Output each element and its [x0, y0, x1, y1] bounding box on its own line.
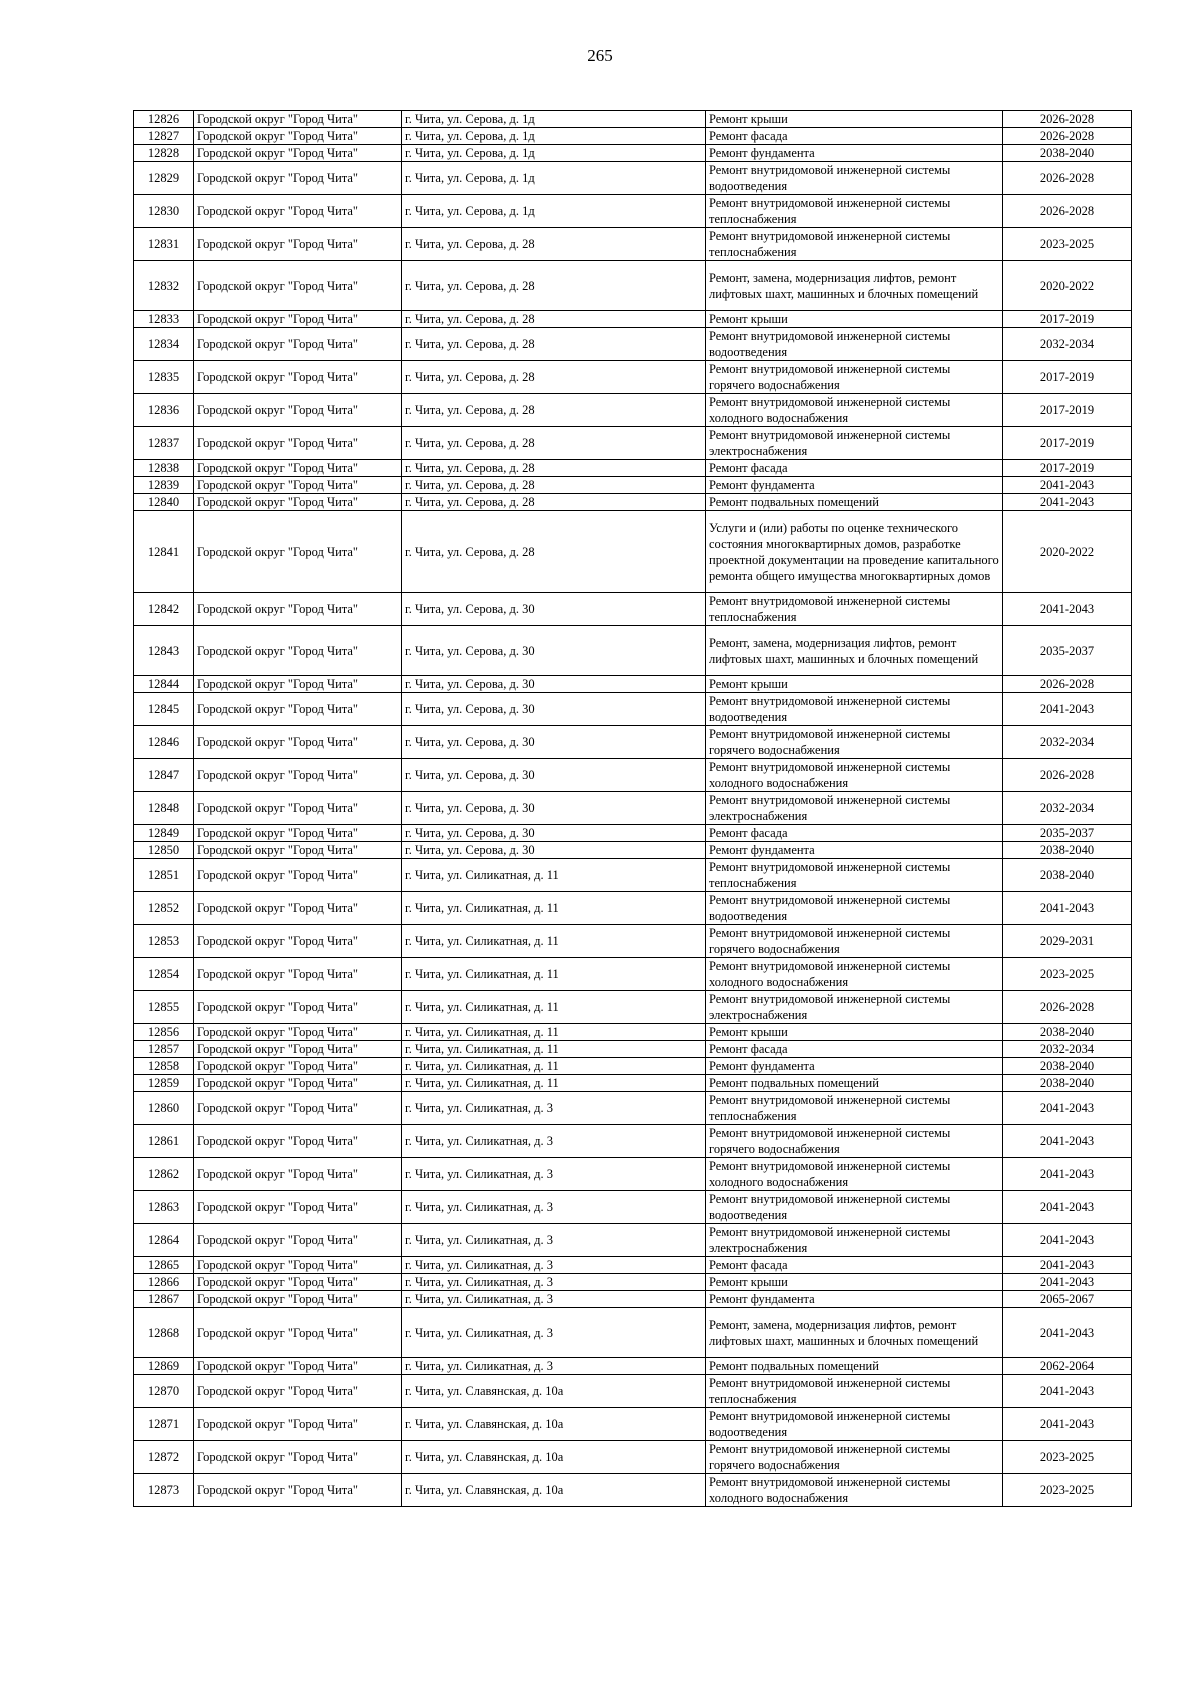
row-number-cell: 12871 — [134, 1408, 194, 1441]
row-number-cell: 12835 — [134, 361, 194, 394]
period-cell: 2032-2034 — [1003, 328, 1132, 361]
address-cell: г. Чита, ул. Силикатная, д. 11 — [402, 925, 706, 958]
work-type-cell: Ремонт внутридомовой инженерной системы теплоснабжения — [706, 228, 1003, 261]
period-cell: 2041-2043 — [1003, 1257, 1132, 1274]
municipality-cell: Городской округ "Город Чита" — [194, 1158, 402, 1191]
period-cell: 2041-2043 — [1003, 1092, 1132, 1125]
work-type-cell: Ремонт внутридомовой инженерной системы холодного водоснабжения — [706, 1474, 1003, 1507]
work-type-cell: Ремонт фасада — [706, 825, 1003, 842]
work-type-cell: Ремонт внутридомовой инженерной системы горячего водоснабжения — [706, 361, 1003, 394]
work-type-cell: Ремонт внутридомовой инженерной системы холодного водоснабжения — [706, 958, 1003, 991]
municipality-cell: Городской округ "Город Чита" — [194, 477, 402, 494]
row-number-cell: 12841 — [134, 511, 194, 593]
table-row — [134, 676, 1132, 693]
work-type-cell: Ремонт внутридомовой инженерной системы электроснабжения — [706, 1224, 1003, 1257]
period-cell: 2023-2025 — [1003, 228, 1132, 261]
row-number-cell: 12846 — [134, 726, 194, 759]
work-type-cell: Ремонт внутридомовой инженерной системы горячего водоснабжения — [706, 1441, 1003, 1474]
row-number-cell: 12873 — [134, 1474, 194, 1507]
table-row — [134, 1058, 1132, 1075]
period-cell: 2026-2028 — [1003, 162, 1132, 195]
period-cell: 2041-2043 — [1003, 1224, 1132, 1257]
municipality-cell: Городской округ "Город Чита" — [194, 394, 402, 427]
municipality-cell: Городской округ "Город Чита" — [194, 1408, 402, 1441]
table-row — [134, 228, 1132, 261]
address-cell: г. Чита, ул. Силикатная, д. 11 — [402, 1058, 706, 1075]
work-type-cell: Ремонт крыши — [706, 311, 1003, 328]
period-cell: 2017-2019 — [1003, 460, 1132, 477]
address-cell: г. Чита, ул. Серова, д. 30 — [402, 693, 706, 726]
work-type-cell: Ремонт внутридомовой инженерной системы водоотведения — [706, 162, 1003, 195]
row-number-cell: 12868 — [134, 1308, 194, 1358]
work-type-cell: Ремонт внутридомовой инженерной системы теплоснабжения — [706, 1375, 1003, 1408]
municipality-cell: Городской округ "Город Чита" — [194, 1441, 402, 1474]
municipality-cell: Городской округ "Город Чита" — [194, 111, 402, 128]
row-number-cell: 12867 — [134, 1291, 194, 1308]
municipality-cell: Городской округ "Город Чита" — [194, 1358, 402, 1375]
work-type-cell: Ремонт внутридомовой инженерной системы теплоснабжения — [706, 859, 1003, 892]
row-number-cell: 12853 — [134, 925, 194, 958]
table-row — [134, 892, 1132, 925]
municipality-cell: Городской округ "Город Чита" — [194, 842, 402, 859]
row-number-cell: 12829 — [134, 162, 194, 195]
period-cell: 2020-2022 — [1003, 261, 1132, 311]
work-type-cell: Ремонт внутридомовой инженерной системы электроснабжения — [706, 427, 1003, 460]
period-cell: 2020-2022 — [1003, 511, 1132, 593]
municipality-cell: Городской округ "Город Чита" — [194, 1041, 402, 1058]
address-cell: г. Чита, ул. Серова, д. 30 — [402, 676, 706, 693]
table-row — [134, 925, 1132, 958]
table-row — [134, 394, 1132, 427]
table-row — [134, 1075, 1132, 1092]
period-cell: 2038-2040 — [1003, 842, 1132, 859]
address-cell: г. Чита, ул. Серова, д. 30 — [402, 825, 706, 842]
work-type-cell: Ремонт фасада — [706, 1041, 1003, 1058]
work-type-cell: Ремонт внутридомовой инженерной системы горячего водоснабжения — [706, 925, 1003, 958]
table-row — [134, 128, 1132, 145]
work-type-cell: Ремонт подвальных помещений — [706, 1075, 1003, 1092]
address-cell: г. Чита, ул. Серова, д. 28 — [402, 427, 706, 460]
address-cell: г. Чита, ул. Силикатная, д. 11 — [402, 1075, 706, 1092]
period-cell: 2017-2019 — [1003, 311, 1132, 328]
period-cell: 2041-2043 — [1003, 1191, 1132, 1224]
repair-schedule-table — [133, 110, 1132, 1507]
work-type-cell: Ремонт внутридомовой инженерной системы водоотведения — [706, 1191, 1003, 1224]
row-number-cell: 12837 — [134, 427, 194, 460]
work-type-cell: Ремонт крыши — [706, 676, 1003, 693]
table-row — [134, 1125, 1132, 1158]
address-cell: г. Чита, ул. Серова, д. 30 — [402, 626, 706, 676]
row-number-cell: 12843 — [134, 626, 194, 676]
municipality-cell: Городской округ "Город Чита" — [194, 1092, 402, 1125]
address-cell: г. Чита, ул. Силикатная, д. 3 — [402, 1274, 706, 1291]
row-number-cell: 12831 — [134, 228, 194, 261]
row-number-cell: 12858 — [134, 1058, 194, 1075]
row-number-cell: 12852 — [134, 892, 194, 925]
address-cell: г. Чита, ул. Силикатная, д. 11 — [402, 1024, 706, 1041]
work-type-cell: Ремонт внутридомовой инженерной системы электроснабжения — [706, 792, 1003, 825]
period-cell: 2041-2043 — [1003, 1375, 1132, 1408]
address-cell: г. Чита, ул. Силикатная, д. 3 — [402, 1191, 706, 1224]
table-body — [134, 111, 1132, 1507]
municipality-cell: Городской округ "Город Чита" — [194, 460, 402, 477]
address-cell: г. Чита, ул. Серова, д. 28 — [402, 328, 706, 361]
work-type-cell: Ремонт, замена, модернизация лифтов, ремонт лифтовых шахт, машинных и блочных помещений — [706, 261, 1003, 311]
period-cell: 2026-2028 — [1003, 676, 1132, 693]
table-row — [134, 111, 1132, 128]
row-number-cell: 12828 — [134, 145, 194, 162]
municipality-cell: Городской округ "Город Чита" — [194, 593, 402, 626]
table-row — [134, 1358, 1132, 1375]
table-row — [134, 1257, 1132, 1274]
row-number-cell: 12872 — [134, 1441, 194, 1474]
period-cell: 2026-2028 — [1003, 111, 1132, 128]
municipality-cell: Городской округ "Город Чита" — [194, 511, 402, 593]
municipality-cell: Городской округ "Город Чита" — [194, 759, 402, 792]
table-row — [134, 1408, 1132, 1441]
table-row — [134, 1474, 1132, 1507]
work-type-cell: Ремонт внутридомовой инженерной системы холодного водоснабжения — [706, 1158, 1003, 1191]
address-cell: г. Чита, ул. Силикатная, д. 3 — [402, 1224, 706, 1257]
municipality-cell: Городской округ "Город Чита" — [194, 1474, 402, 1507]
address-cell: г. Чита, ул. Славянская, д. 10а — [402, 1474, 706, 1507]
row-number-cell: 12861 — [134, 1125, 194, 1158]
table-row — [134, 1291, 1132, 1308]
table-row — [134, 792, 1132, 825]
work-type-cell: Услуги и (или) работы по оценке технического состояния многоквартирных домов, разработке проектной документации на проведение капитального ремонта общего имущества многоквартирных домов — [706, 511, 1003, 593]
address-cell: г. Чита, ул. Серова, д. 28 — [402, 460, 706, 477]
work-type-cell: Ремонт фундамента — [706, 1058, 1003, 1075]
period-cell: 2041-2043 — [1003, 693, 1132, 726]
row-number-cell: 12856 — [134, 1024, 194, 1041]
municipality-cell: Городской округ "Город Чита" — [194, 958, 402, 991]
period-cell: 2041-2043 — [1003, 1408, 1132, 1441]
work-type-cell: Ремонт внутридомовой инженерной системы водоотведения — [706, 1408, 1003, 1441]
address-cell: г. Чита, ул. Серова, д. 1д — [402, 162, 706, 195]
period-cell: 2026-2028 — [1003, 195, 1132, 228]
period-cell: 2035-2037 — [1003, 825, 1132, 842]
period-cell: 2041-2043 — [1003, 494, 1132, 511]
address-cell: г. Чита, ул. Силикатная, д. 3 — [402, 1358, 706, 1375]
period-cell: 2017-2019 — [1003, 394, 1132, 427]
period-cell: 2026-2028 — [1003, 128, 1132, 145]
period-cell: 2041-2043 — [1003, 892, 1132, 925]
municipality-cell: Городской округ "Город Чита" — [194, 1375, 402, 1408]
municipality-cell: Городской округ "Город Чита" — [194, 145, 402, 162]
work-type-cell: Ремонт внутридомовой инженерной системы теплоснабжения — [706, 1092, 1003, 1125]
row-number-cell: 12839 — [134, 477, 194, 494]
work-type-cell: Ремонт внутридомовой инженерной системы водоотведения — [706, 328, 1003, 361]
address-cell: г. Чита, ул. Силикатная, д. 3 — [402, 1158, 706, 1191]
work-type-cell: Ремонт, замена, модернизация лифтов, ремонт лифтовых шахт, машинных и блочных помещений — [706, 626, 1003, 676]
period-cell: 2023-2025 — [1003, 958, 1132, 991]
work-type-cell: Ремонт крыши — [706, 1024, 1003, 1041]
table-row — [134, 361, 1132, 394]
address-cell: г. Чита, ул. Славянская, д. 10а — [402, 1441, 706, 1474]
municipality-cell: Городской округ "Город Чита" — [194, 859, 402, 892]
work-type-cell: Ремонт фундамента — [706, 145, 1003, 162]
municipality-cell: Городской округ "Город Чита" — [194, 892, 402, 925]
address-cell: г. Чита, ул. Серова, д. 30 — [402, 593, 706, 626]
address-cell: г. Чита, ул. Серова, д. 28 — [402, 361, 706, 394]
page-number: 265 — [587, 46, 613, 65]
address-cell: г. Чита, ул. Серова, д. 28 — [402, 511, 706, 593]
address-cell: г. Чита, ул. Серова, д. 1д — [402, 128, 706, 145]
work-type-cell: Ремонт внутридомовой инженерной системы холодного водоснабжения — [706, 759, 1003, 792]
municipality-cell: Городской округ "Город Чита" — [194, 1308, 402, 1358]
municipality-cell: Городской округ "Город Чита" — [194, 925, 402, 958]
row-number-cell: 12827 — [134, 128, 194, 145]
table-row — [134, 759, 1132, 792]
municipality-cell: Городской округ "Город Чита" — [194, 427, 402, 460]
row-number-cell: 12834 — [134, 328, 194, 361]
period-cell: 2038-2040 — [1003, 1075, 1132, 1092]
municipality-cell: Городской округ "Город Чита" — [194, 1058, 402, 1075]
municipality-cell: Городской округ "Город Чита" — [194, 676, 402, 693]
table-row — [134, 626, 1132, 676]
address-cell: г. Чита, ул. Силикатная, д. 3 — [402, 1125, 706, 1158]
address-cell: г. Чита, ул. Славянская, д. 10а — [402, 1408, 706, 1441]
table-row — [134, 1274, 1132, 1291]
municipality-cell: Городской округ "Город Чита" — [194, 825, 402, 842]
municipality-cell: Городской округ "Город Чита" — [194, 1191, 402, 1224]
period-cell: 2026-2028 — [1003, 759, 1132, 792]
table-row — [134, 195, 1132, 228]
table-row — [134, 991, 1132, 1024]
row-number-cell: 12859 — [134, 1075, 194, 1092]
address-cell: г. Чита, ул. Серова, д. 28 — [402, 311, 706, 328]
work-type-cell: Ремонт фасада — [706, 460, 1003, 477]
address-cell: г. Чита, ул. Серова, д. 28 — [402, 261, 706, 311]
row-number-cell: 12862 — [134, 1158, 194, 1191]
work-type-cell: Ремонт внутридомовой инженерной системы теплоснабжения — [706, 195, 1003, 228]
address-cell: г. Чита, ул. Силикатная, д. 3 — [402, 1308, 706, 1358]
table-row — [134, 1191, 1132, 1224]
period-cell: 2026-2028 — [1003, 991, 1132, 1024]
municipality-cell: Городской округ "Город Чита" — [194, 261, 402, 311]
period-cell: 2041-2043 — [1003, 477, 1132, 494]
period-cell: 2041-2043 — [1003, 1274, 1132, 1291]
row-number-cell: 12870 — [134, 1375, 194, 1408]
municipality-cell: Городской округ "Город Чита" — [194, 162, 402, 195]
row-number-cell: 12833 — [134, 311, 194, 328]
work-type-cell: Ремонт внутридомовой инженерной системы электроснабжения — [706, 991, 1003, 1024]
address-cell: г. Чита, ул. Серова, д. 28 — [402, 394, 706, 427]
address-cell: г. Чита, ул. Серова, д. 28 — [402, 494, 706, 511]
address-cell: г. Чита, ул. Силикатная, д. 11 — [402, 892, 706, 925]
municipality-cell: Городской округ "Город Чита" — [194, 128, 402, 145]
row-number-cell: 12854 — [134, 958, 194, 991]
municipality-cell: Городской округ "Город Чита" — [194, 693, 402, 726]
address-cell: г. Чита, ул. Серова, д. 1д — [402, 111, 706, 128]
period-cell: 2038-2040 — [1003, 859, 1132, 892]
work-type-cell: Ремонт подвальных помещений — [706, 494, 1003, 511]
municipality-cell: Городской округ "Город Чита" — [194, 1075, 402, 1092]
row-number-cell: 12840 — [134, 494, 194, 511]
table-row — [134, 460, 1132, 477]
table-row — [134, 1041, 1132, 1058]
row-number-cell: 12855 — [134, 991, 194, 1024]
municipality-cell: Городской округ "Город Чита" — [194, 1274, 402, 1291]
period-cell: 2029-2031 — [1003, 925, 1132, 958]
address-cell: г. Чита, ул. Серова, д. 28 — [402, 228, 706, 261]
table-row — [134, 593, 1132, 626]
table-row — [134, 477, 1132, 494]
municipality-cell: Городской округ "Город Чита" — [194, 1125, 402, 1158]
municipality-cell: Городской округ "Город Чита" — [194, 1257, 402, 1274]
municipality-cell: Городской округ "Город Чита" — [194, 991, 402, 1024]
row-number-cell: 12832 — [134, 261, 194, 311]
address-cell: г. Чита, ул. Серова, д. 30 — [402, 842, 706, 859]
row-number-cell: 12849 — [134, 825, 194, 842]
municipality-cell: Городской округ "Город Чита" — [194, 311, 402, 328]
period-cell: 2017-2019 — [1003, 427, 1132, 460]
address-cell: г. Чита, ул. Силикатная, д. 3 — [402, 1291, 706, 1308]
table-row — [134, 494, 1132, 511]
address-cell: г. Чита, ул. Славянская, д. 10а — [402, 1375, 706, 1408]
row-number-cell: 12864 — [134, 1224, 194, 1257]
row-number-cell: 12845 — [134, 693, 194, 726]
period-cell: 2032-2034 — [1003, 726, 1132, 759]
row-number-cell: 12848 — [134, 792, 194, 825]
work-type-cell: Ремонт, замена, модернизация лифтов, ремонт лифтовых шахт, машинных и блочных помещений — [706, 1308, 1003, 1358]
address-cell: г. Чита, ул. Силикатная, д. 11 — [402, 958, 706, 991]
table-row — [134, 1024, 1132, 1041]
municipality-cell: Городской округ "Город Чита" — [194, 792, 402, 825]
work-type-cell: Ремонт подвальных помещений — [706, 1358, 1003, 1375]
period-cell: 2038-2040 — [1003, 1058, 1132, 1075]
address-cell: г. Чита, ул. Серова, д. 1д — [402, 145, 706, 162]
work-type-cell: Ремонт фундамента — [706, 477, 1003, 494]
table-row — [134, 1308, 1132, 1358]
address-cell: г. Чита, ул. Силикатная, д. 11 — [402, 1041, 706, 1058]
work-type-cell: Ремонт внутридомовой инженерной системы теплоснабжения — [706, 593, 1003, 626]
table-row — [134, 859, 1132, 892]
address-cell: г. Чита, ул. Силикатная, д. 3 — [402, 1092, 706, 1125]
period-cell: 2038-2040 — [1003, 145, 1132, 162]
period-cell: 2041-2043 — [1003, 1158, 1132, 1191]
table-row — [134, 958, 1132, 991]
period-cell: 2017-2019 — [1003, 361, 1132, 394]
municipality-cell: Городской округ "Город Чита" — [194, 1024, 402, 1041]
work-type-cell: Ремонт внутридомовой инженерной системы горячего водоснабжения — [706, 726, 1003, 759]
table-row — [134, 825, 1132, 842]
row-number-cell: 12860 — [134, 1092, 194, 1125]
row-number-cell: 12838 — [134, 460, 194, 477]
table-row — [134, 162, 1132, 195]
municipality-cell: Городской округ "Город Чита" — [194, 1224, 402, 1257]
work-type-cell: Ремонт крыши — [706, 1274, 1003, 1291]
row-number-cell: 12844 — [134, 676, 194, 693]
row-number-cell: 12826 — [134, 111, 194, 128]
row-number-cell: 12842 — [134, 593, 194, 626]
period-cell: 2032-2034 — [1003, 1041, 1132, 1058]
row-number-cell: 12847 — [134, 759, 194, 792]
table-row — [134, 1158, 1132, 1191]
row-number-cell: 12857 — [134, 1041, 194, 1058]
row-number-cell: 12869 — [134, 1358, 194, 1375]
table-row — [134, 1375, 1132, 1408]
table-row — [134, 145, 1132, 162]
period-cell: 2041-2043 — [1003, 593, 1132, 626]
table-row — [134, 693, 1132, 726]
period-cell: 2023-2025 — [1003, 1474, 1132, 1507]
address-cell: г. Чита, ул. Серова, д. 30 — [402, 726, 706, 759]
table-row — [134, 1092, 1132, 1125]
work-type-cell: Ремонт фундамента — [706, 842, 1003, 859]
row-number-cell: 12865 — [134, 1257, 194, 1274]
work-type-cell: Ремонт внутридомовой инженерной системы водоотведения — [706, 693, 1003, 726]
municipality-cell: Городской округ "Город Чита" — [194, 328, 402, 361]
period-cell: 2041-2043 — [1003, 1308, 1132, 1358]
period-cell: 2032-2034 — [1003, 792, 1132, 825]
municipality-cell: Городской округ "Город Чита" — [194, 494, 402, 511]
address-cell: г. Чита, ул. Силикатная, д. 11 — [402, 991, 706, 1024]
address-cell: г. Чита, ул. Серова, д. 28 — [402, 477, 706, 494]
period-cell: 2038-2040 — [1003, 1024, 1132, 1041]
table-row — [134, 511, 1132, 593]
address-cell: г. Чита, ул. Силикатная, д. 11 — [402, 859, 706, 892]
row-number-cell: 12866 — [134, 1274, 194, 1291]
work-type-cell: Ремонт внутридомовой инженерной системы водоотведения — [706, 892, 1003, 925]
period-cell: 2062-2064 — [1003, 1358, 1132, 1375]
period-cell: 2023-2025 — [1003, 1441, 1132, 1474]
period-cell: 2035-2037 — [1003, 626, 1132, 676]
table-row — [134, 427, 1132, 460]
table-row — [134, 726, 1132, 759]
address-cell: г. Чита, ул. Серова, д. 1д — [402, 195, 706, 228]
table-row — [134, 311, 1132, 328]
work-type-cell: Ремонт фасада — [706, 1257, 1003, 1274]
work-type-cell: Ремонт крыши — [706, 111, 1003, 128]
period-cell: 2041-2043 — [1003, 1125, 1132, 1158]
table-row — [134, 1224, 1132, 1257]
row-number-cell: 12836 — [134, 394, 194, 427]
row-number-cell: 12850 — [134, 842, 194, 859]
work-type-cell: Ремонт внутридомовой инженерной системы холодного водоснабжения — [706, 394, 1003, 427]
table-row — [134, 842, 1132, 859]
work-type-cell: Ремонт фундамента — [706, 1291, 1003, 1308]
work-type-cell: Ремонт фасада — [706, 128, 1003, 145]
period-cell: 2065-2067 — [1003, 1291, 1132, 1308]
work-type-cell: Ремонт внутридомовой инженерной системы горячего водоснабжения — [706, 1125, 1003, 1158]
municipality-cell: Городской округ "Город Чита" — [194, 626, 402, 676]
address-cell: г. Чита, ул. Серова, д. 30 — [402, 792, 706, 825]
table-row — [134, 328, 1132, 361]
municipality-cell: Городской округ "Город Чита" — [194, 1291, 402, 1308]
municipality-cell: Городской округ "Город Чита" — [194, 228, 402, 261]
row-number-cell: 12851 — [134, 859, 194, 892]
table-row — [134, 1441, 1132, 1474]
address-cell: г. Чита, ул. Силикатная, д. 3 — [402, 1257, 706, 1274]
municipality-cell: Городской округ "Город Чита" — [194, 726, 402, 759]
row-number-cell: 12863 — [134, 1191, 194, 1224]
municipality-cell: Городской округ "Город Чита" — [194, 361, 402, 394]
row-number-cell: 12830 — [134, 195, 194, 228]
table-row — [134, 261, 1132, 311]
municipality-cell: Городской округ "Город Чита" — [194, 195, 402, 228]
address-cell: г. Чита, ул. Серова, д. 30 — [402, 759, 706, 792]
